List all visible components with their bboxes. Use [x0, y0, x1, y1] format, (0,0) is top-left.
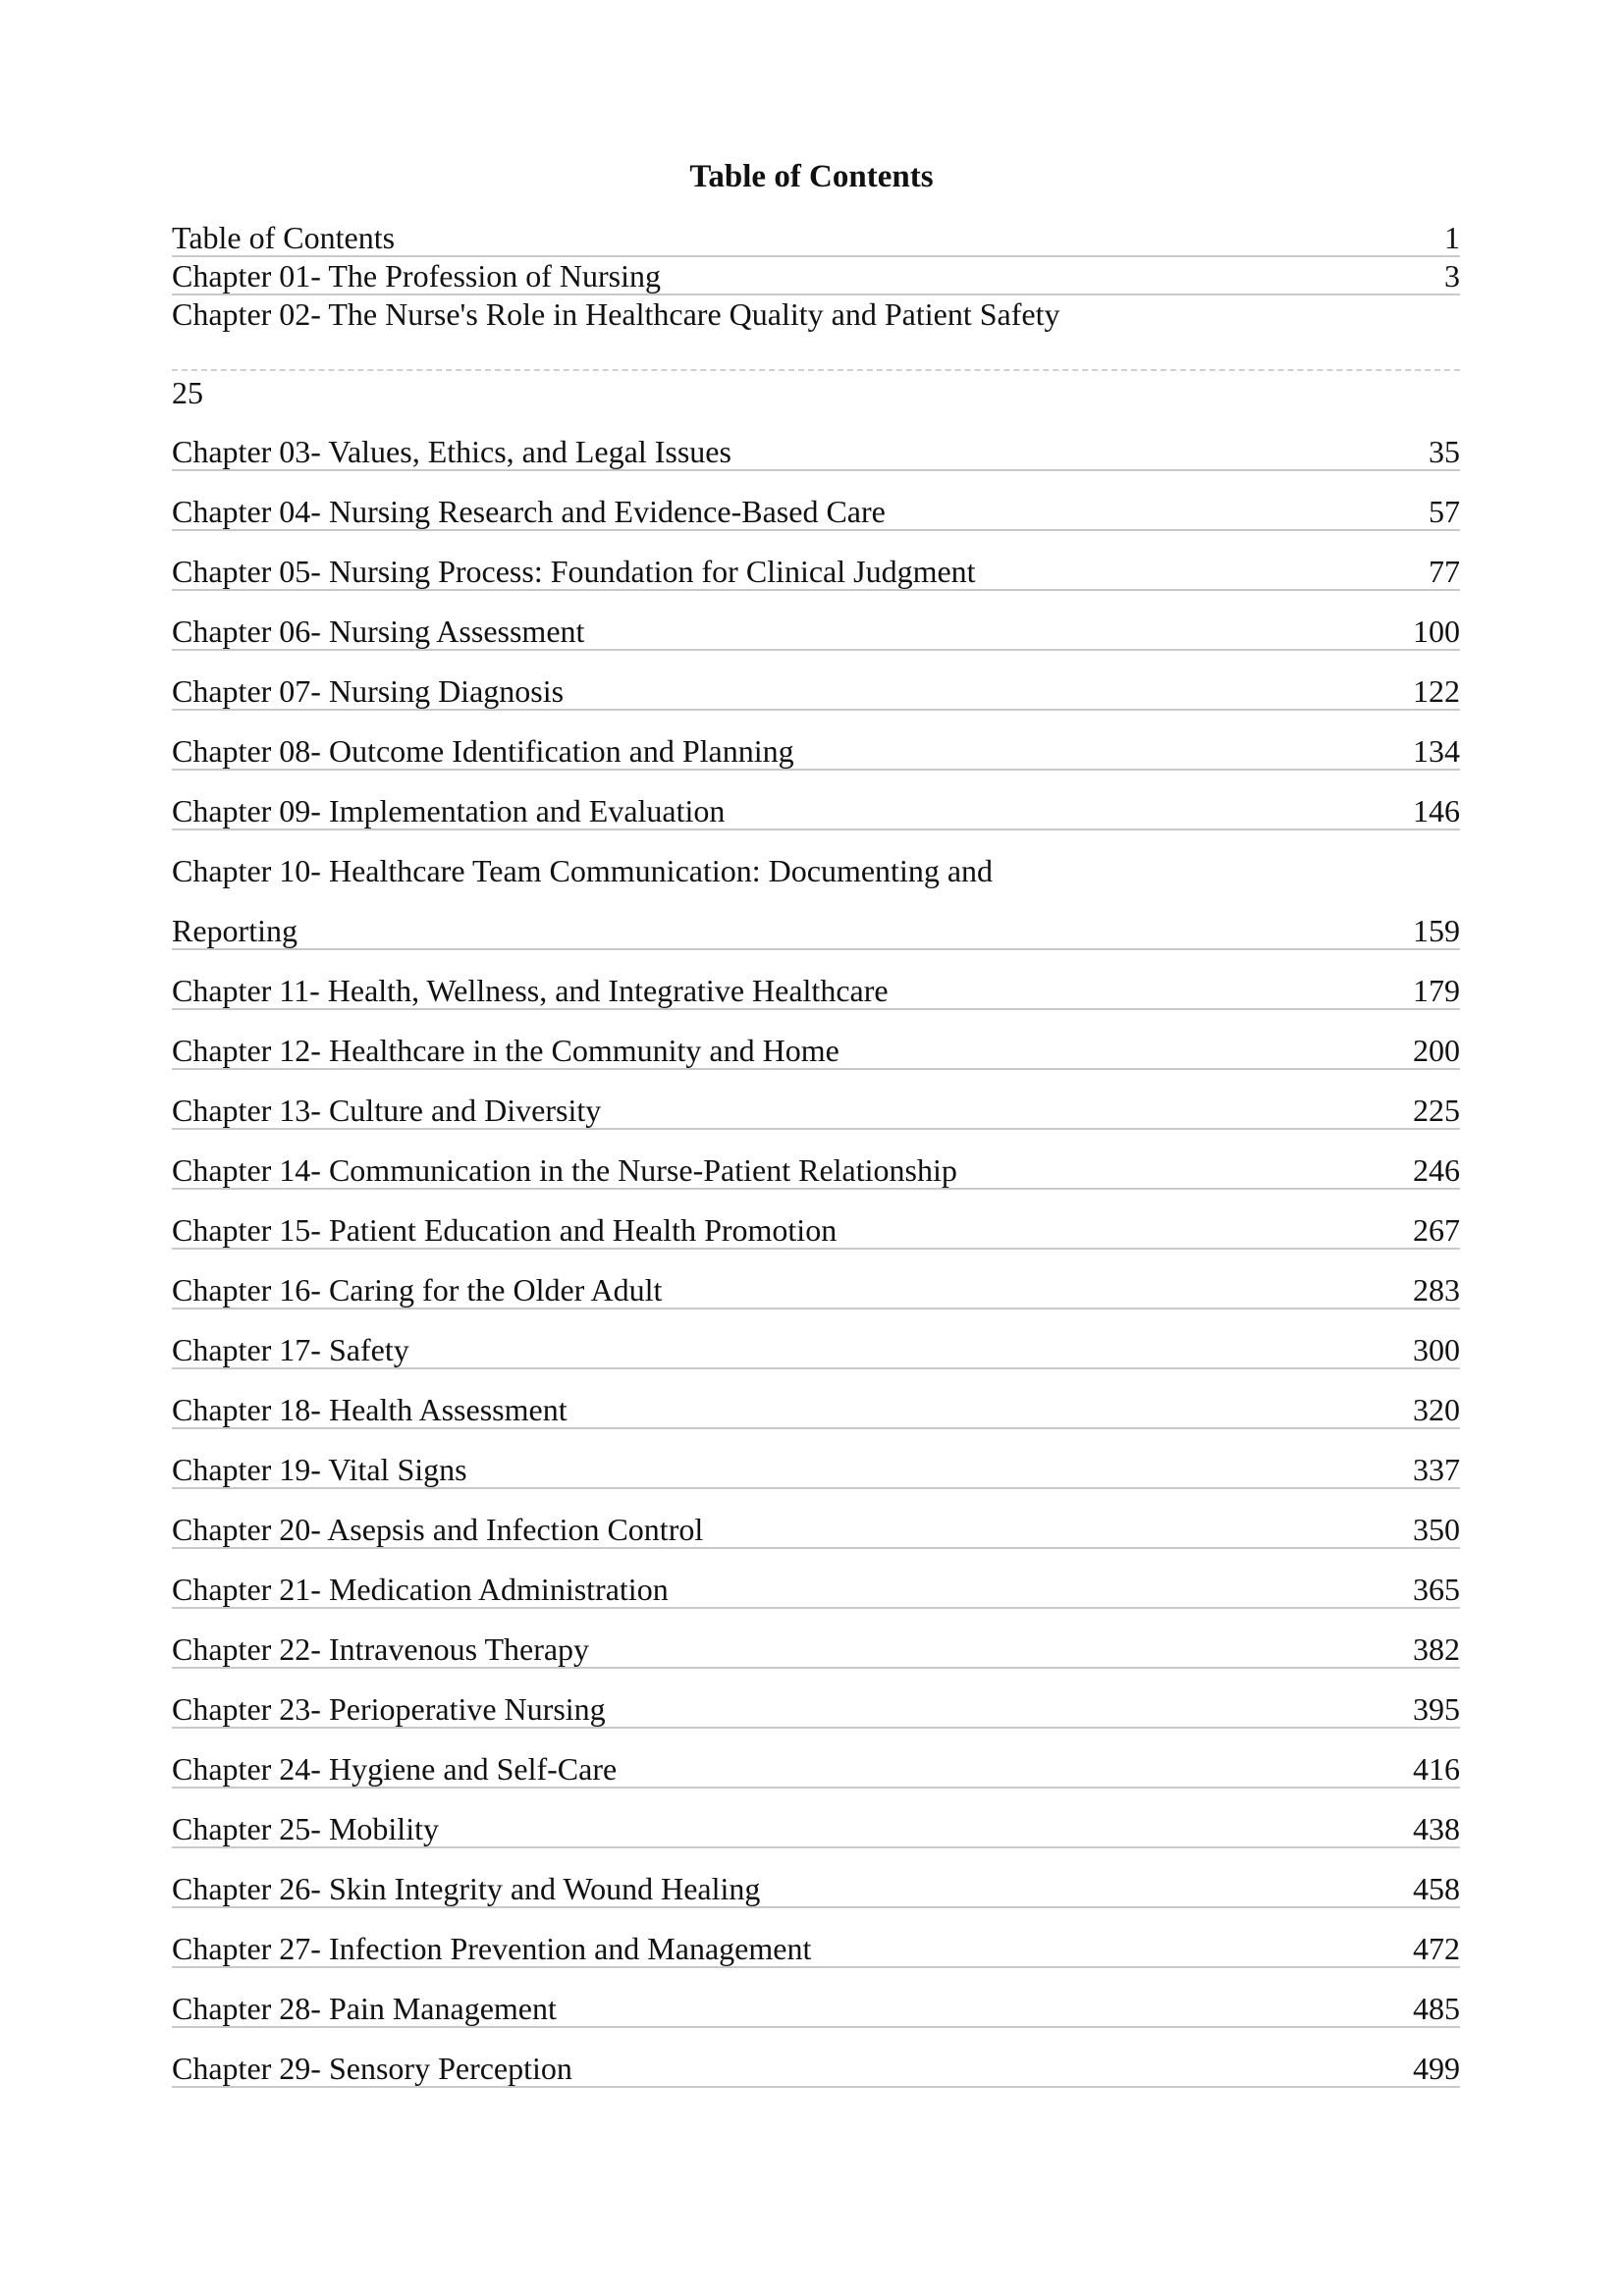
toc-entry[interactable]	[172, 1751, 1460, 1789]
toc-entry-page: 395	[1413, 1691, 1460, 1727]
toc-entry-page: 159	[1413, 913, 1460, 948]
toc-entry-page: 200	[1413, 1033, 1460, 1068]
toc-entry-page: 3	[1444, 258, 1460, 294]
toc-entry[interactable]	[172, 1392, 1460, 1429]
toc-entry-label: Table of Contents	[172, 220, 396, 255]
toc-entry-page: 77	[1429, 554, 1460, 589]
toc-entry[interactable]	[172, 1272, 1460, 1309]
toc-entry[interactable]	[172, 973, 1460, 1010]
toc-entry[interactable]	[172, 296, 1460, 410]
toc-entry-page: 300	[1413, 1332, 1460, 1367]
toc-entry-page: 246	[1413, 1152, 1460, 1188]
toc-entry-page: 179	[1413, 973, 1460, 1008]
toc-entry-label: Chapter 04- Nursing Research and Evidence-Based Care	[172, 494, 886, 529]
toc-entry-page: 100	[1413, 614, 1460, 649]
toc-entry-page: 1	[1444, 220, 1460, 255]
toc-entry-label: Chapter 20- Asepsis and Infection Control	[172, 1512, 704, 1547]
toc-entry-label: Chapter 09- Implementation and Evaluation	[172, 793, 726, 828]
toc-entry-label: Chapter 06- Nursing Assessment	[172, 614, 585, 649]
toc-entry-page: 225	[1413, 1093, 1460, 1128]
toc-entry-label: Chapter 02- The Nurse's Role in Healthcare Quality and Patient Safety	[172, 296, 1060, 332]
toc-entry-label: Chapter 16- Caring for the Older Adult	[172, 1272, 663, 1308]
toc-entry-page: 499	[1413, 2051, 1460, 2086]
toc-entry-page: 485	[1413, 1991, 1460, 2026]
toc-entry[interactable]	[172, 793, 1460, 830]
toc-entry-label: Chapter 14- Communication in the Nurse-Patient Relationship	[172, 1152, 957, 1188]
toc-entry[interactable]	[172, 1871, 1460, 1908]
toc-entry[interactable]	[172, 733, 1460, 771]
toc-entry[interactable]	[172, 1631, 1460, 1669]
toc-entry-label-continued: Reporting	[172, 913, 298, 948]
toc-entry-label: Chapter 27- Infection Prevention and Management	[172, 1931, 812, 1966]
toc-entry-page: 134	[1413, 733, 1460, 769]
toc-entry-page: 458	[1413, 1871, 1460, 1906]
toc-entry-page: 25	[172, 375, 203, 410]
toc-entry-page: 35	[1429, 434, 1460, 469]
toc-entry-label: Chapter 08- Outcome Identification and Planning	[172, 733, 794, 769]
toc-entry[interactable]	[172, 1152, 1460, 1190]
toc-entry-label: Chapter 29- Sensory Perception	[172, 2051, 572, 2086]
toc-entry[interactable]	[172, 1212, 1460, 1250]
toc-entry-label: Chapter 24- Hygiene and Self-Care	[172, 1751, 618, 1787]
toc-entry[interactable]	[172, 1991, 1460, 2028]
toc-entry-page: 472	[1413, 1931, 1460, 1966]
toc-entry-label: Chapter 26- Skin Integrity and Wound Healing	[172, 1871, 761, 1906]
toc-entry[interactable]	[172, 673, 1460, 711]
toc-entry[interactable]	[172, 853, 1460, 950]
toc-entry[interactable]	[172, 1572, 1460, 1609]
toc-entry[interactable]	[172, 1931, 1460, 1968]
toc-entry[interactable]	[172, 220, 1460, 257]
toc-entry[interactable]	[172, 1452, 1460, 1489]
toc-entry-page: 438	[1413, 1811, 1460, 1846]
toc-entry-label: Chapter 19- Vital Signs	[172, 1452, 467, 1487]
toc-entry[interactable]	[172, 2051, 1460, 2088]
toc-entry[interactable]	[172, 1093, 1460, 1130]
toc-entry-page: 365	[1413, 1572, 1460, 1607]
toc-entry-label: Chapter 10- Healthcare Team Communication: Documenting and	[172, 853, 994, 888]
toc-entry-page: 350	[1413, 1512, 1460, 1547]
toc-entry-label: Chapter 17- Safety	[172, 1332, 409, 1367]
toc-entry-label: Chapter 15- Patient Education and Health Promotion	[172, 1212, 838, 1248]
toc-entry-label: Chapter 01- The Profession of Nursing	[172, 258, 661, 294]
toc-entry-label: Chapter 23- Perioperative Nursing	[172, 1691, 606, 1727]
toc-entry-page: 337	[1413, 1452, 1460, 1487]
toc-entry[interactable]	[172, 1332, 1460, 1369]
toc-entry-page: 146	[1413, 793, 1460, 828]
toc-entry[interactable]	[172, 1033, 1460, 1070]
toc-entry[interactable]	[172, 614, 1460, 651]
toc-entry-label: Chapter 07- Nursing Diagnosis	[172, 673, 565, 709]
toc-entry-label: Chapter 05- Nursing Process: Foundation for Clinical Judgment	[172, 554, 976, 589]
toc-entry-label: Chapter 13- Culture and Diversity	[172, 1093, 602, 1128]
toc-entry-label: Chapter 22- Intravenous Therapy	[172, 1631, 590, 1667]
toc-entry[interactable]	[172, 494, 1460, 531]
toc-entry-label: Chapter 12- Healthcare in the Community and Home	[172, 1033, 839, 1068]
toc-entry-page: 283	[1413, 1272, 1460, 1308]
toc-entry-label: Chapter 03- Values, Ethics, and Legal Issues	[172, 434, 731, 469]
toc-entry-page: 382	[1413, 1631, 1460, 1667]
toc-entry[interactable]	[172, 1691, 1460, 1729]
toc-entry[interactable]	[172, 1811, 1460, 1848]
toc-entry-label: Chapter 28- Pain Management	[172, 1991, 557, 2026]
toc-entry-label: Chapter 21- Medication Administration	[172, 1572, 669, 1607]
toc-entry-page: 57	[1429, 494, 1460, 529]
toc-entry-label: Chapter 11- Health, Wellness, and Integrative Healthcare	[172, 973, 889, 1008]
toc-entry-label: Chapter 25- Mobility	[172, 1811, 439, 1846]
page-title: Table of Contents	[689, 159, 934, 194]
toc-entry-page: 122	[1413, 673, 1460, 709]
toc-entry-page: 267	[1413, 1212, 1460, 1248]
toc-entry[interactable]	[172, 1512, 1460, 1549]
toc-entry-label: Chapter 18- Health Assessment	[172, 1392, 568, 1427]
toc-entry[interactable]	[172, 554, 1460, 591]
toc-entry[interactable]	[172, 258, 1460, 295]
toc-entry[interactable]	[172, 434, 1460, 471]
toc-entry-page: 320	[1413, 1392, 1460, 1427]
toc-entry-page: 416	[1413, 1751, 1460, 1787]
